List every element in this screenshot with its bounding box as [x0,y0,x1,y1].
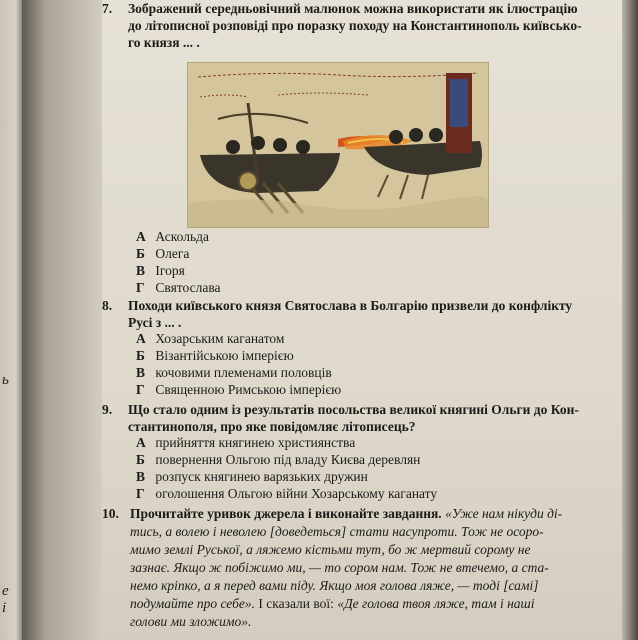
source-quote: «Уже нам нікуди ді- [441,506,563,521]
option-text: Святослава [155,280,221,295]
q8-option-b[interactable] [136,348,294,364]
question-text [130,505,610,631]
option-text: Візантійською імперією [155,348,294,363]
question-number: 10. [102,506,119,521]
miniature-image [188,63,488,227]
option-letter: А [136,331,146,346]
option-text: Священною Римською імперією [155,382,342,397]
option-text: Ігоря [155,263,185,278]
question-number: 8. [102,298,113,313]
question-text [128,0,608,51]
source-quote-line: мимо землі Руської, а ляжемо кістьми тут, бо ж мертвий сорому не [130,542,531,557]
page-right-edge [622,0,638,640]
question-line [130,505,610,523]
question-line: Походи київського князя Святослава в Болгарію призвели до конфлікту [128,298,573,313]
source-quote-line: тись, а волею і неволею [доведеться] стати насупроти. Тож не осоро- [130,524,544,539]
question-line: Що стало одним із результатів посольства великої княгині Ольги до Кон- [128,402,579,417]
option-text: прийняття княгинею християнства [155,435,356,450]
option-letter: Б [136,246,145,261]
task-instruction: Прочитайте уривок джерела і виконайте завдання. [130,506,442,521]
q9-option-b[interactable] [136,452,420,468]
option-letter: В [136,365,146,380]
option-text: повернення Ольгою під владу Києва деревлян [155,452,421,467]
question-number: 9. [102,402,113,417]
option-letter: В [136,469,146,484]
question-line: Русі з ... . [128,315,182,330]
book-gutter [22,0,102,640]
option-letter: А [136,435,146,450]
q9-option-c[interactable] [136,469,368,485]
textbook-page [102,0,622,640]
option-text: кочовими племенами половців [155,365,332,380]
left-page-edge [0,0,22,640]
q8-option-d[interactable] [136,382,341,398]
q9-option-a[interactable] [136,435,355,451]
q7-option-d[interactable] [136,280,221,296]
option-letter: А [136,229,146,244]
q7-option-b[interactable] [136,246,189,262]
option-letter: Б [136,452,145,467]
option-letter: Г [136,280,145,295]
option-text: Аскольда [155,229,209,244]
option-letter: Г [136,382,145,397]
question-number: 7. [102,1,113,16]
q8-option-c[interactable] [136,365,332,381]
left-page-fragment: е [2,583,9,599]
source-quote: подумайте про себе». [130,596,256,611]
q7-option-c[interactable] [136,263,185,279]
left-page-fragment: ь [2,372,9,388]
question-line: Зображений середньовічний малюнок можна використати як ілюстрацію [128,1,578,16]
source-quote-line: немо кріпко, а я перед вами піду. Якщо моя голова ляже, — тоді [самі] [130,578,539,593]
left-page-fragment: і [2,600,7,616]
source-quote-line: зазнає. Якщо ж побіжимо ми, — то сором нам. Тож не втечемо, а ста- [130,560,549,575]
question-text [128,297,608,331]
greek-fire-miniature [187,62,489,228]
question-text [128,401,608,435]
q8-option-a[interactable] [136,331,284,347]
option-text: розпуск княгинею варязьких дружин [155,469,368,484]
q7-option-a[interactable] [136,229,209,245]
source-quote: «Де голова твоя ляже, там і наші [333,596,535,611]
question-line: до літописної розповіді про поразку походу на Константинополь київсько- [128,18,582,33]
option-letter: Б [136,348,145,363]
plain-text: І сказали вої: [255,596,334,611]
option-letter: В [136,263,146,278]
source-quote-line: голови ми зложимо». [130,614,252,629]
question-line [130,595,610,613]
option-letter: Г [136,486,145,501]
option-text: Олега [155,246,190,261]
q9-option-d[interactable] [136,486,437,502]
option-text: оголошення Ольгою війни Хозарському каганату [155,486,438,501]
option-text: Хозарським каганатом [155,331,285,346]
question-line: го князя ... . [128,35,200,50]
question-line: стантинополя, про яке повідомляє літописець? [128,419,416,434]
